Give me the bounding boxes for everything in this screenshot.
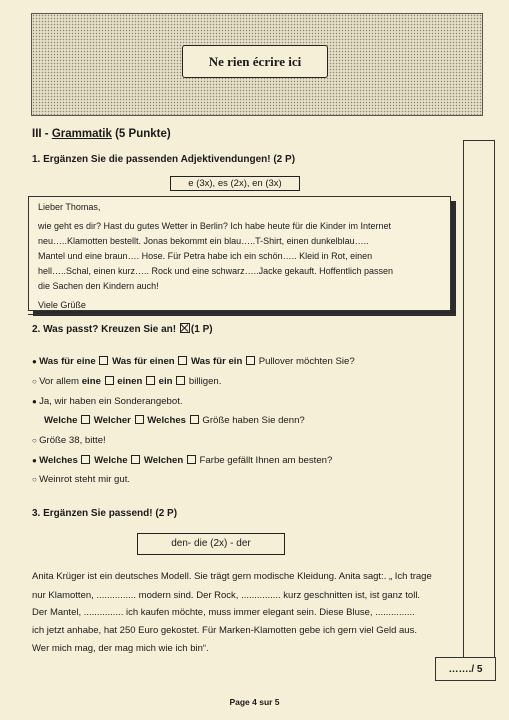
letter-box [28, 196, 451, 311]
exercise-3-title: 3. Ergänzen Sie passend! (2 P) [32, 508, 178, 519]
letter-line: hell…..Schal, einen kurz….. Rock und eine schwarz…..Jacke gekauft. Hoffentlich passen [38, 266, 394, 276]
paragraph-line: Wer mich mag, der mag mich wie ich bin“. [32, 643, 209, 654]
bullet-filled-icon: ● [32, 357, 40, 366]
bullet-hollow-icon: ○ [32, 475, 40, 484]
checkbox[interactable] [146, 376, 155, 385]
checkbox[interactable] [246, 356, 255, 365]
choice-option: Was für einen [112, 356, 175, 367]
divider [28, 314, 455, 315]
section-points: (5 Punkte) [111, 128, 171, 140]
page-footer: Page 4 sur 5 [229, 697, 280, 707]
choice-line [44, 415, 305, 426]
paragraph-line: nur Klamotten, ............... modern sind. Der Rock, ............... kurz geschnitten ist, ist ganz toll. [32, 590, 421, 601]
checkbox[interactable] [176, 376, 185, 385]
choice-line [32, 474, 130, 485]
choice-text: Farbe gefällt Ihnen am besten? [199, 455, 333, 466]
paragraph-line: Der Mantel, ............... ich kaufen möchte, muss immer elegant sein. Diese Bluse, ............... [32, 607, 415, 618]
choice-option: einen [117, 376, 143, 387]
bullet-filled-icon: ● [32, 397, 40, 406]
choice-option: Welches [147, 415, 187, 426]
choice-line [32, 396, 183, 407]
choice-text: Ja, wir haben ein Sonderangebot. [39, 396, 183, 407]
bullet-filled-icon: ● [32, 456, 40, 465]
bullet-hollow-icon: ○ [32, 377, 40, 386]
letter-line: Viele Grüße [38, 300, 86, 310]
section-heading [32, 128, 171, 140]
checkbox[interactable] [81, 455, 90, 464]
score-box: ……./ 5 [435, 657, 496, 681]
choice-line [32, 455, 332, 466]
choice-text: Pullover möchten Sie? [258, 356, 355, 367]
do-not-write-label: Ne rien écrire ici [182, 45, 328, 78]
letter-line: neu…..Klamotten bestellt. Jonas bekommt ein blau…..T-Shirt, einen dunkelblau….. [38, 236, 369, 246]
checkbox[interactable] [99, 356, 108, 365]
choice-option: Welches [39, 455, 78, 466]
letter-line: Mantel und eine braun…. Hose. Für Petra habe ich ein schön….. Kleid in Rot, einen [38, 251, 373, 261]
letter-line: Lieber Thomas, [38, 202, 101, 212]
letter-line: wie geht es dir? Hast du gutes Wetter in Berlin? Ich habe heute für die Kinder im Internet [38, 221, 392, 231]
choice-option: Was für eine [39, 356, 96, 367]
choice-text: Größe 38, bitte! [39, 435, 106, 446]
checkbox[interactable] [81, 415, 90, 424]
checkbox[interactable] [105, 376, 114, 385]
choice-option: Welchen [143, 455, 184, 466]
choice-option: Welche [44, 415, 78, 426]
choice-text: Vor allem [39, 376, 82, 387]
bullet-hollow-icon: ○ [32, 436, 40, 445]
choice-option: eine [81, 376, 101, 387]
exercise-3-word-box: den- die (2x) - der [137, 533, 285, 555]
exercise-1-title: 1. Ergänzen Sie die passenden Adjektivendungen! (2 P) [32, 154, 296, 165]
choice-text: billigen. [188, 376, 222, 387]
exercise-2-title-text: 2. Was passt? Kreuzen Sie an! [32, 324, 179, 335]
choice-line [32, 435, 106, 446]
checkbox[interactable] [135, 415, 144, 424]
section-title: Grammatik [51, 128, 112, 140]
choice-option: Welcher [93, 415, 131, 426]
crossed-checkbox-icon [180, 323, 190, 333]
exercise-2-title [32, 323, 213, 335]
paragraph-line: Anita Krüger ist ein deutsches Modell. Sie trägt gern modische Kleidung. Anita sagt:. „ Ich trage [32, 571, 432, 582]
choice-line [32, 356, 355, 367]
choice-option: ein [158, 376, 173, 387]
checkbox[interactable] [178, 356, 187, 365]
checkbox[interactable] [190, 415, 199, 424]
choice-text: Größe haben Sie denn? [202, 415, 305, 426]
choice-option: Was für ein [190, 356, 243, 367]
choice-line [32, 376, 221, 387]
paragraph-line: ich jetzt anhabe, hat 250 Euro gekostet. Für Marken-Klamotten gebe ich gern viel Geld aus. [32, 625, 417, 636]
section-number: III - [32, 128, 52, 140]
exercise-1-word-box: e (3x), es (2x), en (3x) [170, 176, 300, 191]
choice-text: Weinrot steht mir gut. [39, 474, 131, 485]
checkbox[interactable] [131, 455, 140, 464]
checkbox[interactable] [187, 455, 196, 464]
score-margin-column [463, 140, 495, 663]
letter-line: die Sachen den Kindern auch! [38, 281, 159, 291]
exercise-2-points: (1 P) [190, 324, 213, 335]
choice-option: Welche [94, 455, 128, 466]
